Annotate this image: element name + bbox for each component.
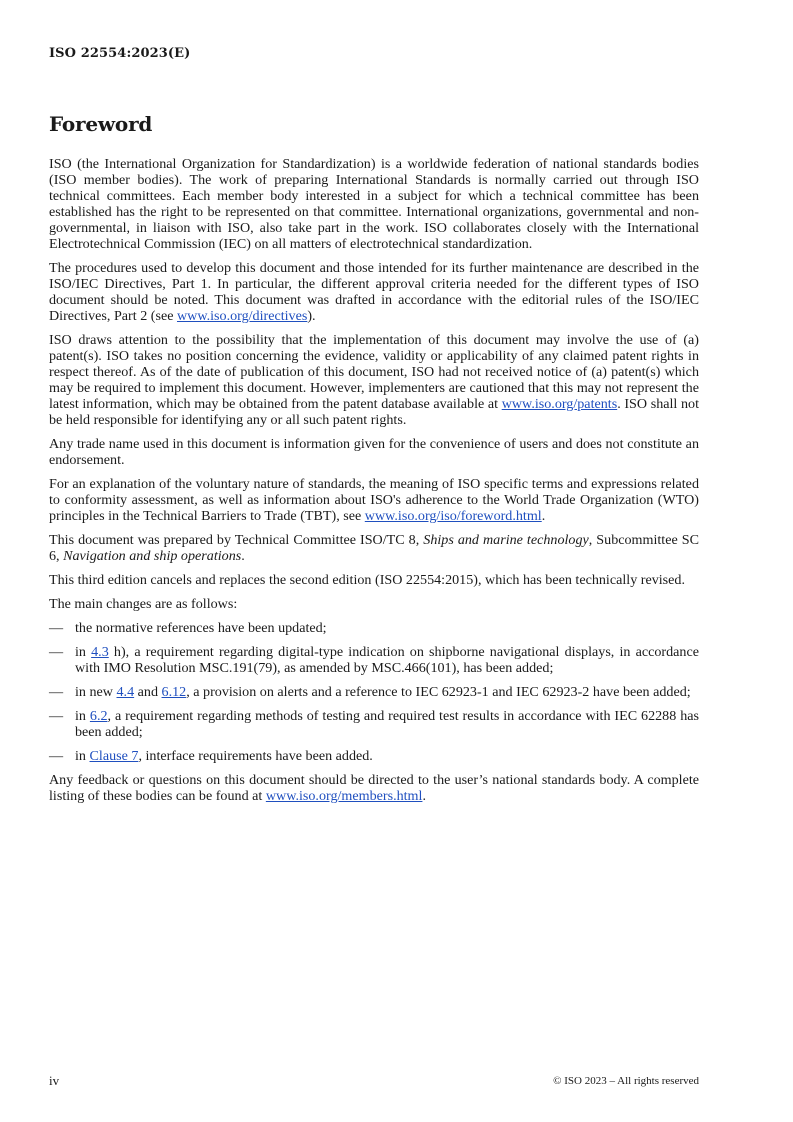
dash-bullet: — bbox=[49, 684, 64, 700]
dash-bullet: — bbox=[49, 708, 64, 724]
paragraph-procedures: The procedures used to develop this document and those intended for its further maintenance are described in the ISO/IEC Directives, Part 1. In particular, the different approval criteria needed for the different types of ISO document should be noted. This document was drafted in accordance with the editorial rules of the ISO/IEC Directives, Part 2 (see www.iso.org/directives). bbox=[49, 260, 699, 324]
ref-link-6-12[interactable]: 6.12 bbox=[161, 684, 187, 700]
list-item: — the normative references have been updated; bbox=[49, 620, 327, 636]
list-item: — in new 4.4 and 6.12, a provision on alerts and a reference to IEC 62923-1 and IEC 62923-2 have been added; bbox=[49, 684, 691, 700]
foreword-info-link[interactable]: www.iso.org/iso/foreword.html bbox=[364, 508, 542, 524]
patents-link[interactable]: www.iso.org/patents bbox=[501, 396, 618, 412]
ref-link-4-4[interactable]: 4.4 bbox=[116, 684, 135, 700]
dash-bullet: — bbox=[49, 644, 64, 660]
paragraph-iso-intro: ISO (the International Organization for Standardization) is a worldwide federation of national standards bodies (ISO member bodies). The work of preparing International Standards is normally carried out through ISO technical committees. Each member body interested in a subject for which a technical committee has been established has the right to be represented on that committee. International organizations, governmental and non-governmental, in liaison with ISO, also take part in the work. ISO collaborates closely with the International Electrotechnical Commission (IEC) on all matters of electrotechnical standardization. bbox=[49, 156, 699, 252]
directives-link[interactable]: www.iso.org/directives bbox=[176, 308, 308, 324]
copyright-notice: © ISO 2023 – All rights reserved bbox=[553, 1075, 699, 1087]
document-id-header: ISO 22554:2023(E) bbox=[49, 46, 191, 61]
paragraph-main-changes: The main changes are as follows: bbox=[49, 596, 238, 612]
dash-bullet: — bbox=[49, 748, 64, 764]
page-number: iv bbox=[49, 1073, 60, 1088]
ref-link-clause-7[interactable]: Clause 7 bbox=[89, 748, 139, 764]
section-title: Foreword bbox=[49, 112, 153, 136]
paragraph-trade-name: Any trade name used in this document is information given for the convenience of users and does not constitute an endorsement. bbox=[49, 436, 699, 468]
paragraph-voluntary-nature: For an explanation of the voluntary nature of standards, the meaning of ISO specific terms and expressions related to conformity assessment, as well as information about ISO's adherence to the World Trade Organization (WTO) principles in the Technical Barriers to Trade (TBT), see www.iso.org/iso/foreword.html. bbox=[49, 476, 699, 524]
list-item: — in Clause 7, interface requirements have been added. bbox=[49, 748, 373, 764]
members-link[interactable]: www.iso.org/members.html bbox=[265, 788, 423, 804]
ref-link-6-2[interactable]: 6.2 bbox=[89, 708, 108, 724]
paragraph-feedback: Any feedback or questions on this document should be directed to the user’s national standards body. A complete listing of these bodies can be found at www.iso.org/members.html. bbox=[49, 772, 699, 804]
paragraph-committee: This document was prepared by Technical Committee ISO/TC 8, Ships and marine technology, Subcommittee SC 6, Navigation and ship operations. bbox=[49, 532, 699, 564]
paragraph-edition: This third edition cancels and replaces the second edition (ISO 22554:2015), which has been technically revised. bbox=[49, 572, 685, 588]
dash-bullet: — bbox=[49, 620, 64, 636]
list-item: — in 6.2, a requirement regarding methods of testing and required test results in accordance with IEC 62288 has been added; bbox=[49, 708, 699, 740]
list-item: — in 4.3 h), a requirement regarding digital-type indication on shipborne navigational displays, in accordance with IMO Resolution MSC.191(79), as amended by MSC.466(101), has been added; bbox=[49, 644, 699, 676]
ref-link-4-3[interactable]: 4.3 bbox=[91, 644, 109, 660]
paragraph-patents: ISO draws attention to the possibility that the implementation of this document may involve the use of (a) patent(s). ISO takes no position concerning the evidence, validity or applicability of any claimed patent rights in respect thereof. As of the date of publication of this document, ISO had not received notice of (a) patent(s) which may be required to implement this document. However, implementers are cautioned that this may not represent the latest information, which may be obtained from the patent database available at www.iso.org/patents. ISO shall not be held responsible for identifying any or all such patent rights. bbox=[49, 332, 699, 428]
foreword-body bbox=[49, 156, 699, 812]
